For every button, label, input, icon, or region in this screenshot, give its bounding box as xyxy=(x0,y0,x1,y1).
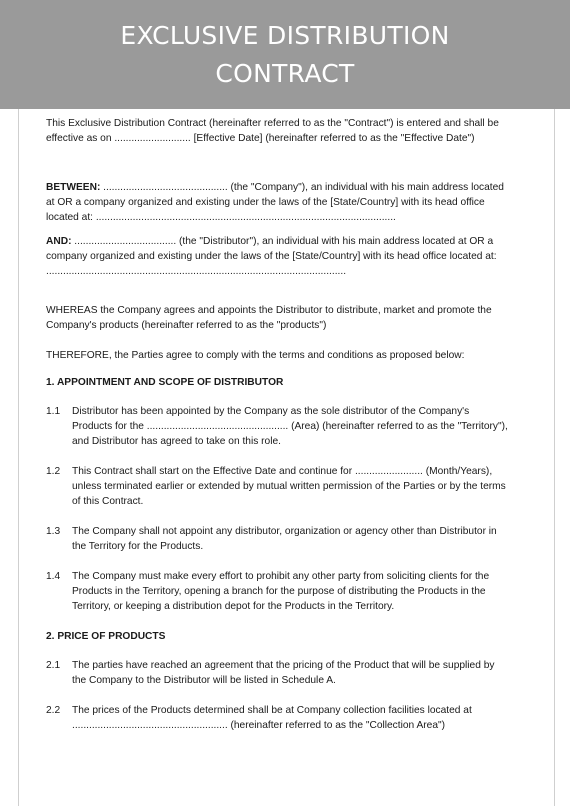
clause-text: The Company shall not appoint any distributor, organization or agency other than Distributor in the Territory for the Products. xyxy=(72,526,497,552)
between-paragraph xyxy=(46,180,508,225)
clause-text: The Company must make every effort to prohibit any other party from soliciting clients for the Products in the Territory, opening a branch for the purpose of distributing the Products in the Territory, or keeping a distribution depot for the Products in the Territory. xyxy=(72,571,490,612)
title-banner xyxy=(0,0,570,109)
clause-number: 1.1 xyxy=(46,406,61,417)
title-line-2: CONTRACT xyxy=(215,58,355,88)
and-text: .................................... (the "Distributor"), an individual with his main address located at OR a company organized and existing under the laws of the [State/Country] with its head office located at: .......................................................................................................... xyxy=(46,236,497,277)
clause-number: 1.2 xyxy=(46,466,61,477)
clause-text: Distributor has been appointed by the Company as the sole distributor of the Company's Products for the .................................................. (Area) (hereinafter referred to as the "Territory"), and Distributor has agreed to take on this role. xyxy=(72,406,508,447)
clause-text: The prices of the Products determined shall be at Company collection facilities located at ....................................................... (hereinafter referred to as the "Collection Area") xyxy=(72,705,472,731)
clause-number: 2.1 xyxy=(46,660,61,671)
clause-1-3 xyxy=(46,524,508,554)
document-body xyxy=(46,116,508,748)
clause-number: 1.3 xyxy=(46,526,61,537)
section-1-heading: 1. APPOINTMENT AND SCOPE OF DISTRIBUTOR xyxy=(46,377,284,388)
clause-2-1 xyxy=(46,658,508,688)
title-line-1: EXCLUSIVE DISTRIBUTION xyxy=(120,20,450,50)
clause-text: The parties have reached an agreement that the pricing of the Product that will be supplied by the Company to the Distributor will be listed in Schedule A. xyxy=(72,660,495,686)
clause-text: This Contract shall start on the Effective Date and continue for ........................ (Month/Years), unless terminated earlier or extended by mutual written permission of the Parties or by the terms of this Contract. xyxy=(72,466,506,507)
clause-1-1 xyxy=(46,404,508,449)
whereas-paragraph: WHEREAS the Company agrees and appoints the Distributor to distribute, market and promote the Company's products (hereinafter referred to as the "products") xyxy=(46,305,492,331)
clause-number: 1.4 xyxy=(46,571,61,582)
clause-2-2 xyxy=(46,703,508,733)
between-label: BETWEEN: xyxy=(46,182,101,193)
and-paragraph xyxy=(46,234,508,279)
clause-number: 2.2 xyxy=(46,705,61,716)
section-2-heading: 2. PRICE OF PRODUCTS xyxy=(46,631,166,642)
and-label: AND: xyxy=(46,236,72,247)
between-text: ............................................ (the "Company"), an individual with his main address located at OR a company organized and existing under the laws of the [State/Country] with its head office located at: .......................................................................................................... xyxy=(46,182,504,223)
clause-1-2 xyxy=(46,464,508,509)
intro-paragraph: This Exclusive Distribution Contract (hereinafter referred to as the "Contract") is entered and shall be effective as on ........................... [Effective Date] (hereinafter referred to as the "Effective Date") xyxy=(46,118,499,144)
clause-1-4 xyxy=(46,569,508,614)
therefore-paragraph: THEREFORE, the Parties agree to comply with the terms and conditions as proposed below: xyxy=(46,350,465,361)
